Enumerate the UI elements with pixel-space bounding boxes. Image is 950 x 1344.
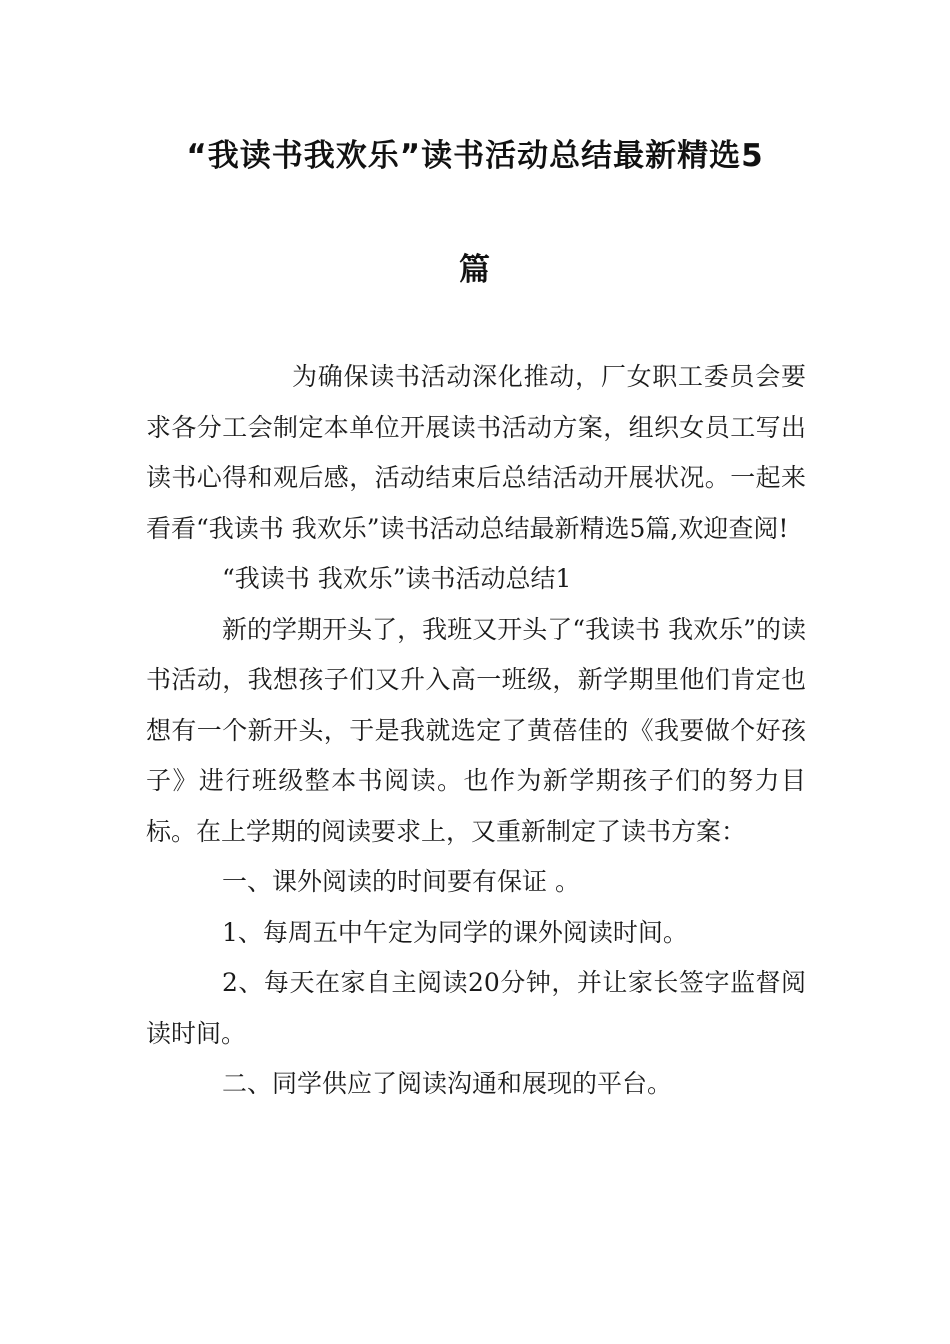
document-title-line-2: 篇 <box>459 252 491 288</box>
list-heading-2: 二、同学供应了阅读沟通和展现的平台。 <box>222 1069 673 1098</box>
list-heading-1: 一、课外阅读的时间要有保证 。 <box>222 867 580 896</box>
body-paragraph-1: 新的学期开头了，我班又开头了“我读书 我欢乐”的读书活动，我想孩子们又升入高一班级，新学期里他们肯定也想有一个新开头，于是我就选定了黄蓓佳的《我要做个好孩子》进行班级整本书阅读。也作为新学期孩子们的努力目标。在上学期的阅读要求上，又重新制定了读书方案： <box>146 614 806 846</box>
list-item-2: 2、每天在家自主阅读20分钟，并让家长签字监督阅读时间。 <box>146 968 806 1048</box>
document-title-line-1: “我读书我欢乐”读书活动总结最新精选5 <box>186 138 764 174</box>
intro-paragraph: 为确保读书活动深化推动，厂女职工委员会要求各分工会制定本单位开展读书活动方案，组织女员工写出读书心得和观后感，活动结束后总结活动开展状况。一起来看看“我读书 我欢乐”读书活动总结最新精选5篇,欢迎查阅! <box>146 362 806 543</box>
document-body <box>146 352 806 1110</box>
section-heading-1: “我读书 我欢乐”读书活动总结1 <box>222 564 572 593</box>
list-item-1: 1、每周五中午定为同学的课外阅读时间。 <box>222 917 688 947</box>
